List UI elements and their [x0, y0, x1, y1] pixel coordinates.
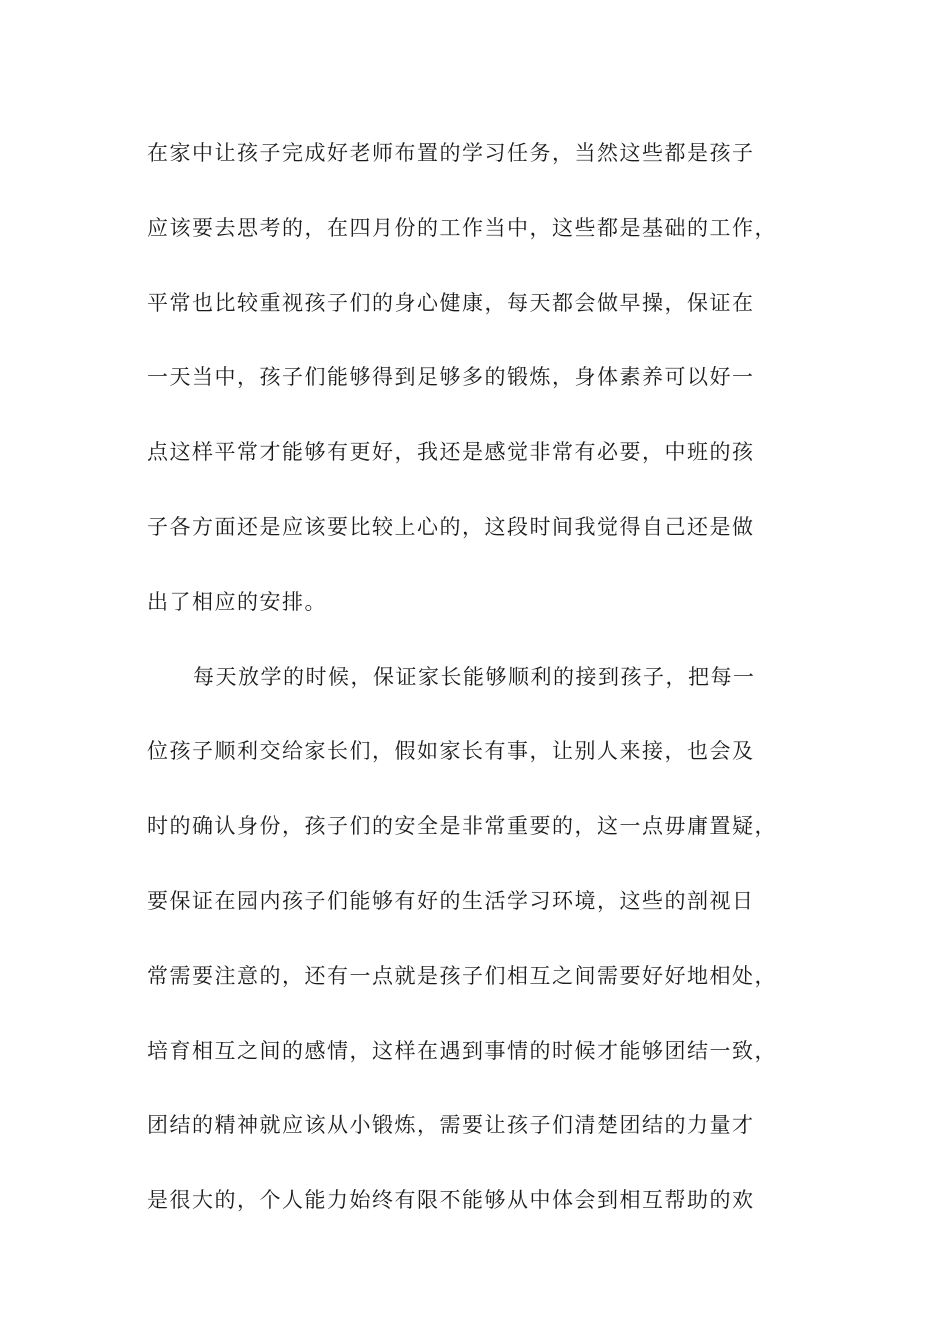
text-line: 是很大的，个人能力始终有限不能够从中体会到相互帮助的欢	[147, 1188, 755, 1213]
text-line: 团结的精神就应该从小锻炼，需要让孩子们清楚团结的力量才	[147, 1113, 755, 1138]
text-line: 平常也比较重视孩子们的身心健康，每天都会做早操，保证在	[147, 290, 755, 315]
paragraph-first-line: 每天放学的时候，保证家长能够顺利的接到孩子，把每一	[193, 664, 756, 689]
text-line: 一天当中，孩子们能够得到足够多的锻炼，身体素养可以好一	[147, 365, 755, 390]
text-line: 点这样平常才能够有更好，我还是感觉非常有必要，中班的孩	[147, 440, 755, 465]
text-line: 在家中让孩子完成好老师布置的学习任务，当然这些都是孩子	[147, 141, 755, 165]
text-line: 应该要去思考的，在四月份的工作当中，这些都是基础的工作，	[147, 215, 777, 240]
body-text	[147, 130, 837, 1252]
text-line: 要保证在园内孩子们能够有好的生活学习环境，这些的剖视日	[147, 888, 755, 913]
text-line: 培育相互之间的感情，这样在遇到事情的时候才能够团结一致，	[147, 1038, 777, 1063]
text-line: 位孩子顺利交给家长们，假如家长有事，让别人来接，也会及	[147, 739, 755, 764]
text-line: 时的确认身份，孩子们的安全是非常重要的，这一点毋庸置疑，	[147, 814, 777, 839]
text-line: 子各方面还是应该要比较上心的，这段时间我觉得自己还是做	[147, 514, 755, 539]
text-line: 出了相应的安排。	[147, 589, 327, 614]
text-line: 常需要注意的，还有一点就是孩子们相互之间需要好好地相处，	[147, 963, 777, 988]
